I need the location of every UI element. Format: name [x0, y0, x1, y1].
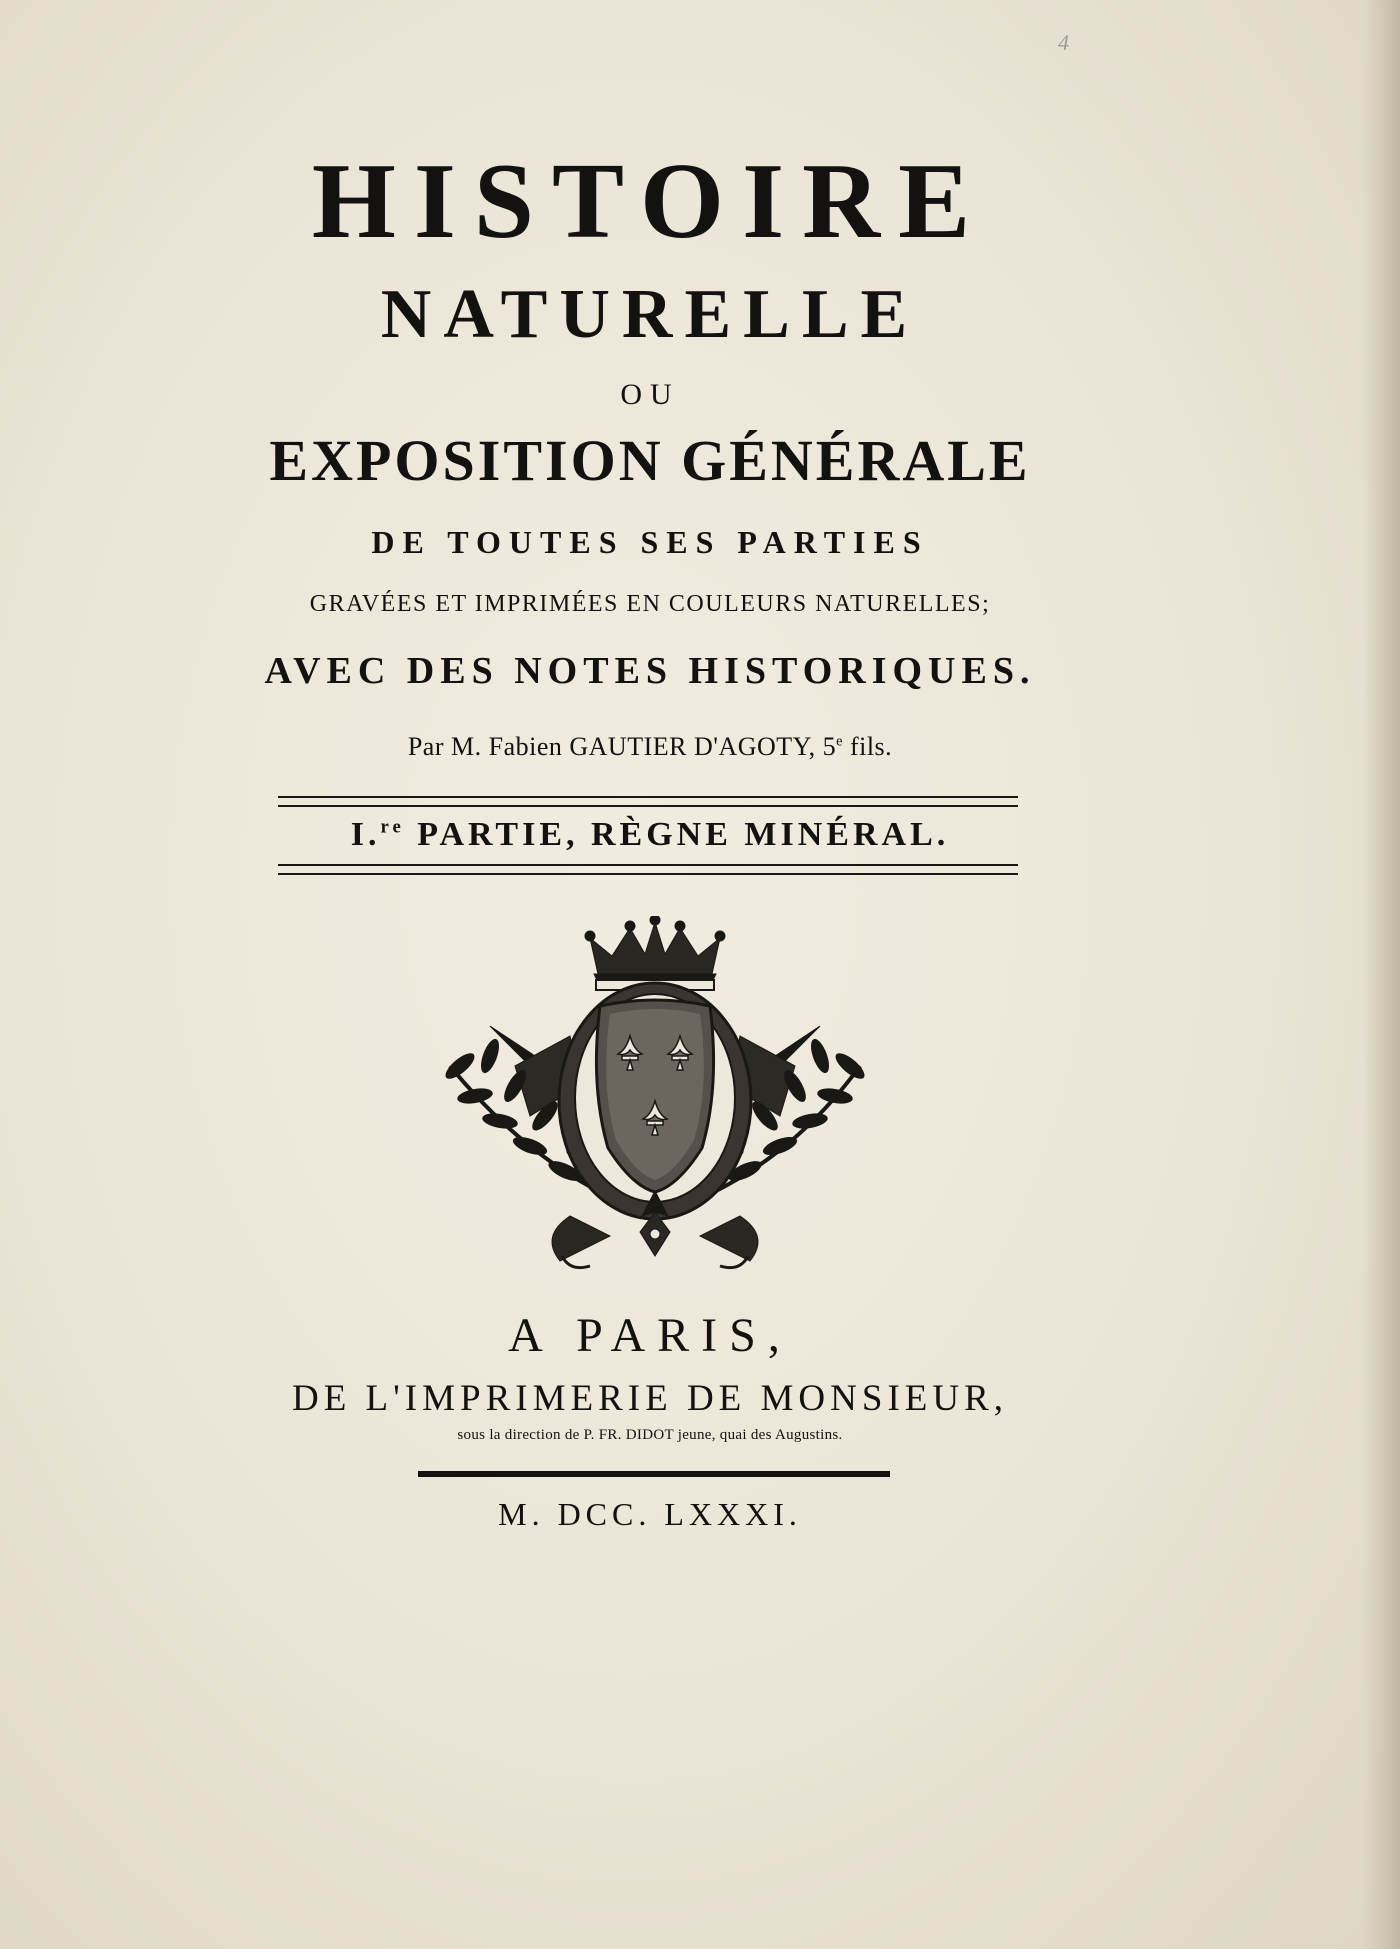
bold-rule: [418, 1471, 890, 1477]
part-number: I.: [350, 816, 381, 853]
title-exposition-generale: EXPOSITION GÉNÉRALE: [269, 428, 1031, 493]
author-suffix: fils.: [842, 732, 893, 761]
imprint-date: M. DCC. LXXXI.: [498, 1496, 802, 1532]
part-heading: [0, 818, 1300, 852]
imprint-direction: sous la direction de P. FR. DIDOT jeune, quai des Augustins.: [457, 1427, 843, 1443]
title-notes-historiques: AVEC DES NOTES HISTORIQUES.: [264, 650, 1036, 692]
title-naturelle: NATURELLE: [380, 276, 920, 353]
royal-coat-of-arms-icon: [420, 916, 890, 1276]
pencil-page-number: 4: [1058, 30, 1069, 55]
title-ou: OU: [620, 378, 680, 411]
title-gravees: GRAVÉES ET IMPRIMÉES EN COULEURS NATURELLES;: [309, 591, 991, 617]
imprint-printer: DE L'IMPRIMERIE DE MONSIEUR,: [291, 1378, 1009, 1419]
title-histoire: HISTOIRE: [311, 142, 989, 261]
title-toutes-ses-parties: DE TOUTES SES PARTIES: [371, 524, 929, 560]
author-name: GAUTIER D'AGOTY, 5: [569, 732, 837, 761]
part-label: PARTIE, RÈGNE MINÉRAL.: [404, 816, 950, 853]
author-prefix: Par M. Fabien: [407, 732, 570, 761]
double-rule-bottom: [278, 864, 1018, 875]
author-line: [0, 734, 1300, 760]
page-edge-shadow: [1362, 0, 1400, 1949]
double-rule-top: [278, 796, 1018, 807]
author-ordinal-sup: e: [836, 733, 843, 750]
imprint-city: A PARIS,: [508, 1309, 792, 1362]
part-number-sup: re: [380, 816, 405, 838]
